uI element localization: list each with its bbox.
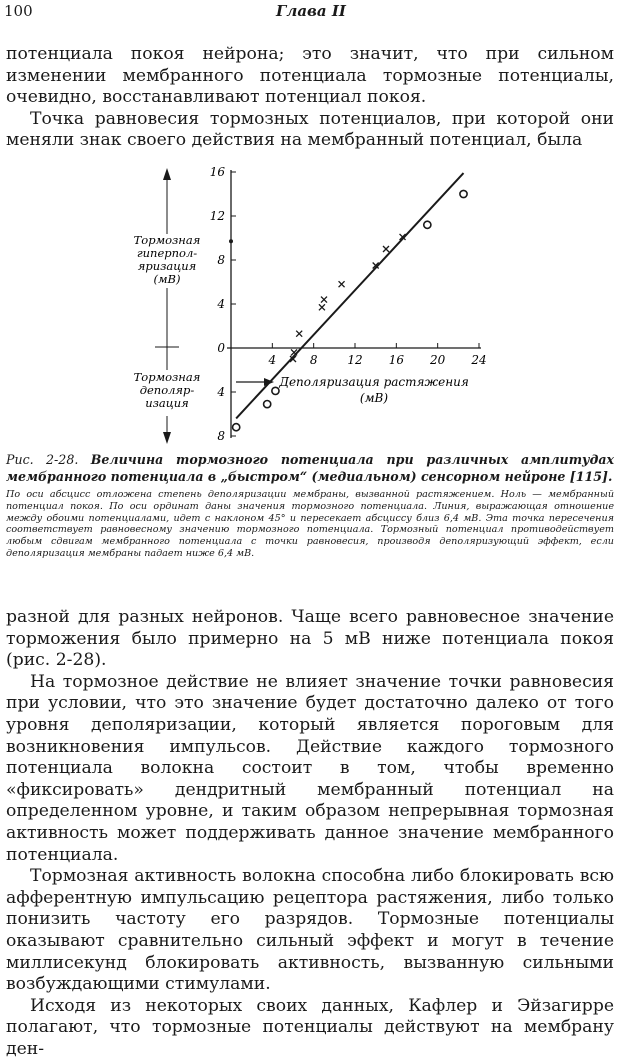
ylabel-upper-line: Тормозная <box>133 233 201 247</box>
y-tick-label: 12 <box>209 209 225 223</box>
paragraph: потенциала покоя нейрона; это значит, что при сильном изменении мембранного потенциала тормозные потенциалы, очевидно, восстанавливают потенциал покоя. <box>6 44 614 108</box>
caption-label: Рис. 2-28. <box>6 452 79 467</box>
data-point-circle <box>233 424 240 431</box>
ylabel-upper-line: яризация <box>137 259 197 273</box>
ylabel-lower-line: Тормозная <box>133 370 201 384</box>
x-tick-label: 12 <box>347 353 363 367</box>
x-tick-label: 8 <box>309 353 318 367</box>
paragraph: Исходя из некоторых своих данных, Кафлер и Эйзагирре полагают, что тормозные потенциалы действуют на мембрану ден- <box>6 995 614 1059</box>
page-header <box>0 2 620 22</box>
x-tick-label: 4 <box>268 353 277 367</box>
data-point-cross <box>321 297 327 303</box>
page-number: 100 <box>4 2 33 20</box>
xlabel-line-2: (мВ) <box>359 391 389 405</box>
ylabel-upper-line: (мВ) <box>153 272 181 286</box>
caption-title-text: Величина тормозного потенциала при различных амплитудах мембранного потенциала в „быстром“ (медиальном) сенсорном нейроне [115]. <box>6 452 614 484</box>
figure-2-28 <box>0 152 620 452</box>
data-point-cross <box>383 246 389 252</box>
scatter-chart <box>0 152 620 452</box>
arrow-up-icon <box>163 168 171 180</box>
paragraph: На тормозное действие не влияет значение точки равновесия при условии, что это значение будет достаточно далеко от того уровня деполяризации, который является пороговым для возникновения импульсов. Действие каждого тормозного потенциала волокна состоит в том, чтобы временно «фиксировать» дендритный мембранный потенциал на определенном уровне, и таким образом непрерывная тормозная активность может поддерживать данное значение мембранного потенциала. <box>6 671 614 865</box>
data-point-circle <box>424 221 431 228</box>
data-point-circle <box>460 190 467 197</box>
y-tick-label: 8 <box>217 429 225 443</box>
y-tick-label: 8 <box>217 253 225 267</box>
y-tick-label: 16 <box>209 165 225 179</box>
x-tick-label: 20 <box>430 353 446 367</box>
data-point-circle <box>264 401 271 408</box>
paragraph: разной для разных нейронов. Чаще всего равновесное значение торможения было примерно на 5 мВ ниже потенциала покоя (рис. 2-28). <box>6 607 614 671</box>
ylabel-upper-line: гиперпол- <box>136 246 198 260</box>
data-point-circle <box>272 387 279 394</box>
data-points <box>229 190 467 430</box>
stray-dot <box>229 239 233 243</box>
x-tick-label: 24 <box>471 353 487 367</box>
top-text-block <box>6 44 614 152</box>
x-tick-label: 16 <box>388 353 404 367</box>
y-tick-label: 4 <box>217 385 225 399</box>
chapter-title: Глава II <box>276 2 346 20</box>
data-point-cross <box>296 331 302 337</box>
ylabel-lower-line: изация <box>145 396 189 410</box>
ylabel-lower-line: деполяр- <box>139 383 195 397</box>
caption-body: По оси абсцисс отложена степень деполяризации мембраны, вызванной растяжением. Ноль — мембранный потенциал покоя. По оси ординат даны значения тормозного потенциала. Линия, выражающая отношение между обоими потенциалами, идет с наклоном 45° и пересекает абсциссу близ 6,4 мВ. Эта точка пересечения соответствует равновесному значению тормозного потенциала. Тормозный потенциал противодействует любым сдвигам мембранного потенциала с точки равновесия, производя деполяризующий эффект, если деполяризация мембраны падает ниже 6,4 мВ. <box>6 489 614 559</box>
paragraph: Точка равновесия тормозных потенциалов, при которой они меняли знак своего действия на мембранный потенциал, была <box>6 108 614 151</box>
data-point-cross <box>319 304 325 310</box>
x-ticks <box>268 343 487 367</box>
arrow-down-icon <box>163 432 171 444</box>
xlabel-line-1: Деполяризация растяжения <box>279 375 469 389</box>
paragraph: Тормозная активность волокна способна либо блокировать всю афферентную импульсацию рецептора растяжения, либо только понизить частоту его разрядов. Тормозные потенциалы оказывают сравнительно сильный эффект и могут в течение миллисекунд блокировать активность, вызванную сильными возбуждающими стимулами. <box>6 866 614 995</box>
y-tick-label: 4 <box>217 297 225 311</box>
caption-title <box>6 452 614 485</box>
y-tick-label: 0 <box>217 341 225 355</box>
data-point-cross <box>339 281 345 287</box>
figure-caption <box>6 452 614 560</box>
bottom-text-block <box>6 607 614 1060</box>
